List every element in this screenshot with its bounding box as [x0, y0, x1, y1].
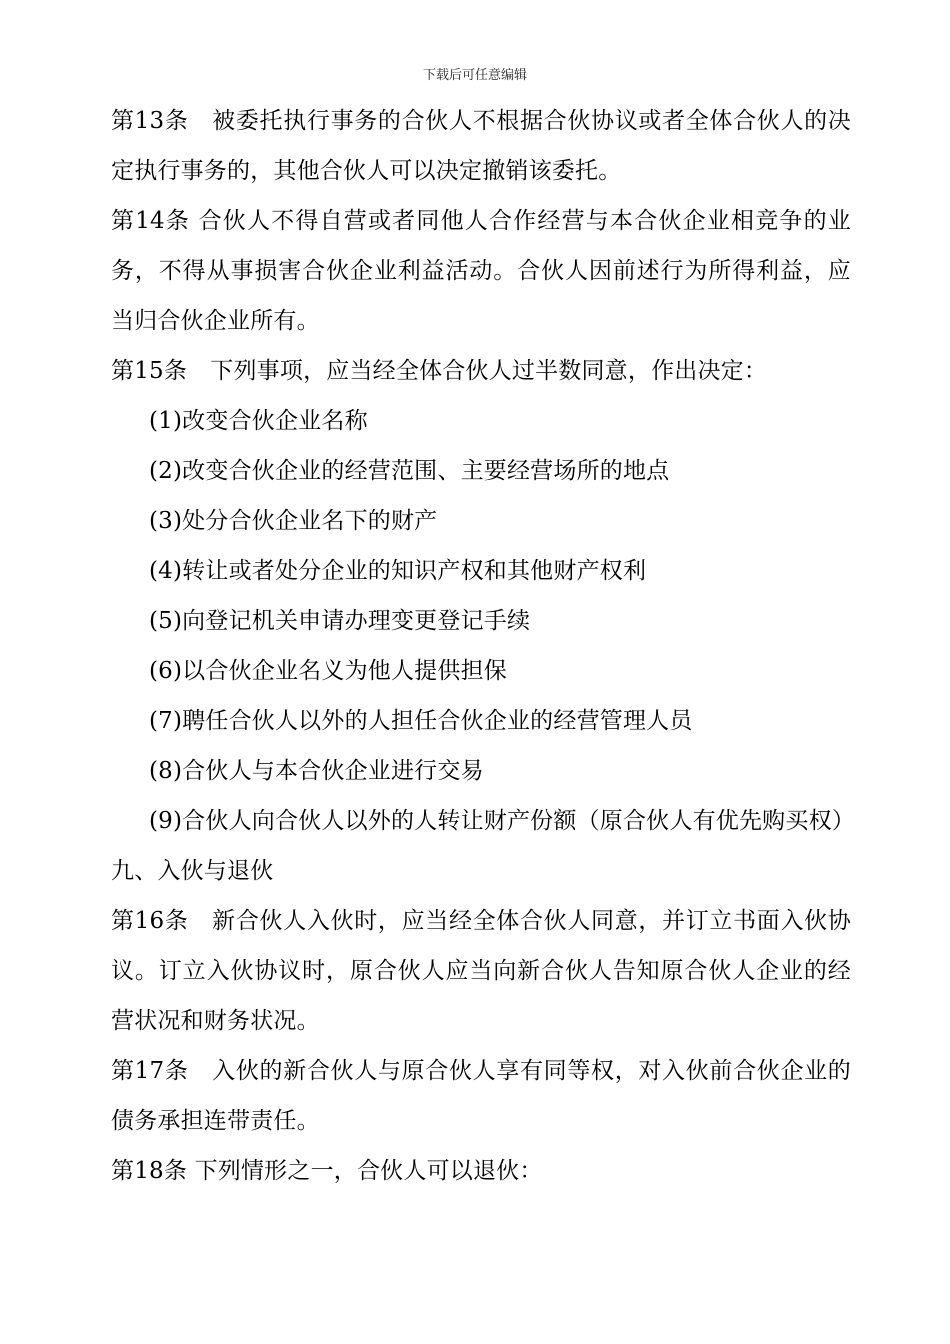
article-15: 第15条 下列事项，应当经全体合伙人过半数同意，作出决定：: [111, 358, 768, 384]
list-item: (8)合伙人与本合伙企业进行交易: [149, 758, 484, 784]
list-item: (3)处分合伙企业名下的财产: [149, 508, 438, 534]
list-item: (7)聘任合伙人以外的人担任合伙企业的经营管理人员: [149, 708, 693, 734]
list-item: (9)合伙人向合伙人以外的人转让财产份额（原合伙人有优先购买权）: [149, 808, 855, 834]
header-watermark: 下载后可任意编辑: [422, 68, 527, 83]
article-14: 第14条 合伙人不得自营或者同他人合作经营与本合伙企业相竞争的业务，不得从事损害合伙企业利益活动。合伙人因前述行为所得利益，应当归合伙企业所有。: [111, 208, 851, 334]
list-item: (4)转让或者处分企业的知识产权和其他财产权利: [149, 558, 647, 584]
list-item: (6)以合伙企业名义为他人提供担保: [149, 658, 507, 684]
section-heading: 九、入伙与退伙: [111, 858, 274, 884]
article-17: 第17条 入伙的新合伙人与原合伙人享有同等权，对入伙前合伙企业的债务承担连带责任。: [111, 1058, 851, 1134]
document-body: [111, 96, 855, 1196]
list-item: (5)向登记机关申请办理变更登记手续: [149, 608, 531, 634]
list-item: (1)改变合伙企业名称: [149, 408, 368, 434]
list-item: (2)改变合伙企业的经营范围、主要经营场所的地点: [149, 458, 670, 484]
article-13: 第13条 被委托执行事务的合伙人不根据合伙协议或者全体合伙人的决定执行事务的，其他合伙人可以决定撤销该委托。: [111, 108, 851, 184]
article-16: 第16条 新合伙人入伙时，应当经全体合伙人同意，并订立书面入伙协议。订立入伙协议时，原合伙人应当向新合伙人告知原合伙人企业的经营状况和财务状况。: [111, 908, 851, 1034]
article-18: 第18条 下列情形之一，合伙人可以退伙：: [111, 1158, 543, 1184]
